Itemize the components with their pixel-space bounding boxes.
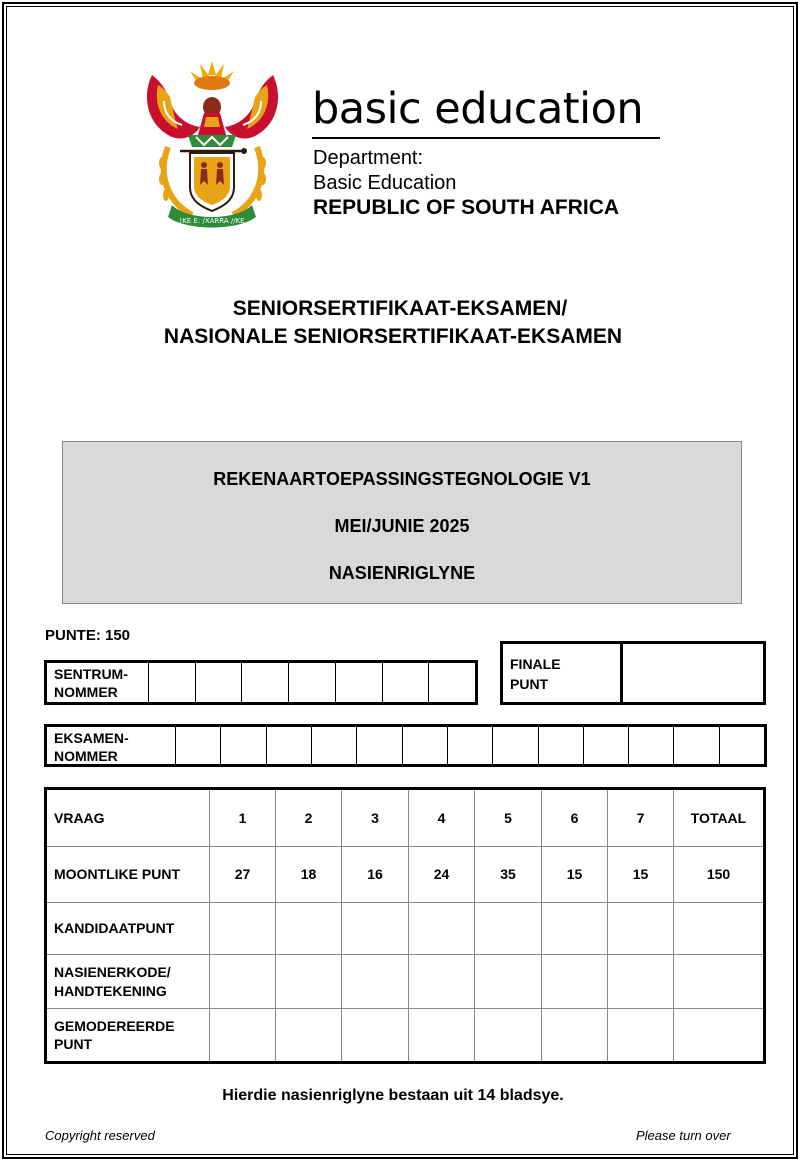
table-input-cell[interactable]: [276, 903, 342, 955]
centre-number-digit[interactable]: [383, 663, 430, 702]
centre-number-field: [44, 660, 478, 705]
subject-name: REKENAARTOEPASSINGSTEGNOLOGIE V1: [213, 469, 591, 489]
table-input-cell[interactable]: [542, 1009, 608, 1063]
coat-of-arms-icon: [140, 55, 285, 230]
table-input-cell[interactable]: [674, 903, 765, 955]
table-row-label: KANDIDAATPUNT: [46, 903, 210, 955]
table-row-possible-marks: [46, 847, 765, 903]
table-header-cell: 6: [542, 789, 608, 847]
table-row-label: GEMODEREERDE PUNT: [46, 1009, 210, 1063]
table-cell: 15: [542, 847, 608, 903]
page-count-note: Hierdie nasienriglyne bestaan uit 14 bladsye.: [222, 1087, 564, 1104]
table-row-candidate-mark: [46, 903, 765, 955]
table-cell: 15: [608, 847, 674, 903]
footer-turn-over: Please turn over: [636, 1128, 731, 1143]
exam-number-digit[interactable]: [267, 727, 312, 764]
centre-number-digit[interactable]: [242, 663, 289, 702]
table-header-cell: 4: [409, 789, 475, 847]
table-cell: 24: [409, 847, 475, 903]
table-cell: 150: [674, 847, 765, 903]
footer-copyright: Copyright reserved: [45, 1128, 155, 1143]
final-mark-field: [500, 641, 766, 705]
table-input-cell[interactable]: [409, 1009, 475, 1063]
table-header-row: [46, 789, 765, 847]
table-cell: 16: [342, 847, 409, 903]
country-name: REPUBLIC OF SOUTH AFRICA: [313, 196, 620, 219]
table-input-cell[interactable]: [608, 903, 674, 955]
motto-text: !KE E: /XARRA //KE: [179, 217, 245, 225]
centre-number-digit[interactable]: [196, 663, 243, 702]
department-label: Department:: [313, 147, 424, 169]
centre-number-digit[interactable]: [429, 663, 475, 702]
table-input-cell[interactable]: [475, 955, 542, 1009]
table-input-cell[interactable]: [276, 1009, 342, 1063]
exam-number-digit[interactable]: [448, 727, 493, 764]
table-input-cell[interactable]: [542, 955, 608, 1009]
exam-session: MEI/JUNIE 2025: [334, 516, 470, 536]
table-header-cell: VRAAG: [46, 789, 210, 847]
centre-number-digit[interactable]: [336, 663, 383, 702]
exam-number-digit[interactable]: [403, 727, 448, 764]
table-input-cell[interactable]: [342, 903, 409, 955]
table-input-cell[interactable]: [210, 955, 276, 1009]
table-input-cell[interactable]: [542, 903, 608, 955]
exam-title-line1: SENIORSERTIFIKAAT-EKSAMEN/: [232, 297, 568, 320]
table-input-cell[interactable]: [475, 903, 542, 955]
table-cell: 18: [276, 847, 342, 903]
exam-number-digit[interactable]: [674, 727, 719, 764]
table-header-cell: 5: [475, 789, 542, 847]
table-input-cell[interactable]: [608, 955, 674, 1009]
table-header-cell: TOTAAL: [674, 789, 765, 847]
table-input-cell[interactable]: [608, 1009, 674, 1063]
final-mark-value[interactable]: [623, 644, 763, 702]
table-row-marker-code: [46, 955, 765, 1009]
table-row-label: NASIENERKODE/ HANDTEKENING: [46, 955, 210, 1009]
table-cell: 35: [475, 847, 542, 903]
table-row-moderated-mark: [46, 1009, 765, 1063]
exam-number-label: EKSAMEN- NOMMER: [47, 727, 176, 764]
exam-number-digit[interactable]: [584, 727, 629, 764]
logo-underline: [312, 137, 660, 139]
table-header-cell: 1: [210, 789, 276, 847]
centre-number-label: SENTRUM- NOMMER: [47, 663, 149, 702]
centre-number-digit[interactable]: [289, 663, 336, 702]
basic-education-logo-text: basic education: [312, 84, 644, 134]
exam-number-digit[interactable]: [493, 727, 538, 764]
exam-number-digit[interactable]: [312, 727, 357, 764]
table-input-cell[interactable]: [342, 955, 409, 1009]
table-input-cell[interactable]: [409, 903, 475, 955]
table-input-cell[interactable]: [674, 955, 765, 1009]
table-input-cell[interactable]: [210, 1009, 276, 1063]
exam-number-digit[interactable]: [176, 727, 221, 764]
table-input-cell[interactable]: [276, 955, 342, 1009]
table-cell: MOONTLIKE PUNT: [46, 847, 210, 903]
exam-number-digit[interactable]: [221, 727, 266, 764]
exam-number-digit[interactable]: [357, 727, 402, 764]
final-mark-label: FINALE PUNT: [503, 644, 623, 702]
table-input-cell[interactable]: [210, 903, 276, 955]
table-input-cell[interactable]: [342, 1009, 409, 1063]
table-cell: 27: [210, 847, 276, 903]
document-type: NASIENRIGLYNE: [328, 563, 476, 583]
exam-title-line2: NASIONALE SENIORSERTIFIKAAT-EKSAMEN: [163, 325, 623, 348]
exam-number-field: [44, 724, 767, 767]
table-header-cell: 3: [342, 789, 409, 847]
table-input-cell[interactable]: [409, 955, 475, 1009]
marks-total: PUNTE: 150: [45, 627, 131, 644]
department-name: Basic Education: [313, 172, 457, 194]
exam-number-digit[interactable]: [629, 727, 674, 764]
subject-box: [62, 441, 742, 604]
table-input-cell[interactable]: [674, 1009, 765, 1063]
table-header-cell: 2: [276, 789, 342, 847]
table-header-cell: 7: [608, 789, 674, 847]
exam-number-digit[interactable]: [539, 727, 584, 764]
exam-number-digit[interactable]: [720, 727, 764, 764]
table-input-cell[interactable]: [475, 1009, 542, 1063]
centre-number-digit[interactable]: [149, 663, 196, 702]
score-table: [44, 787, 766, 1064]
